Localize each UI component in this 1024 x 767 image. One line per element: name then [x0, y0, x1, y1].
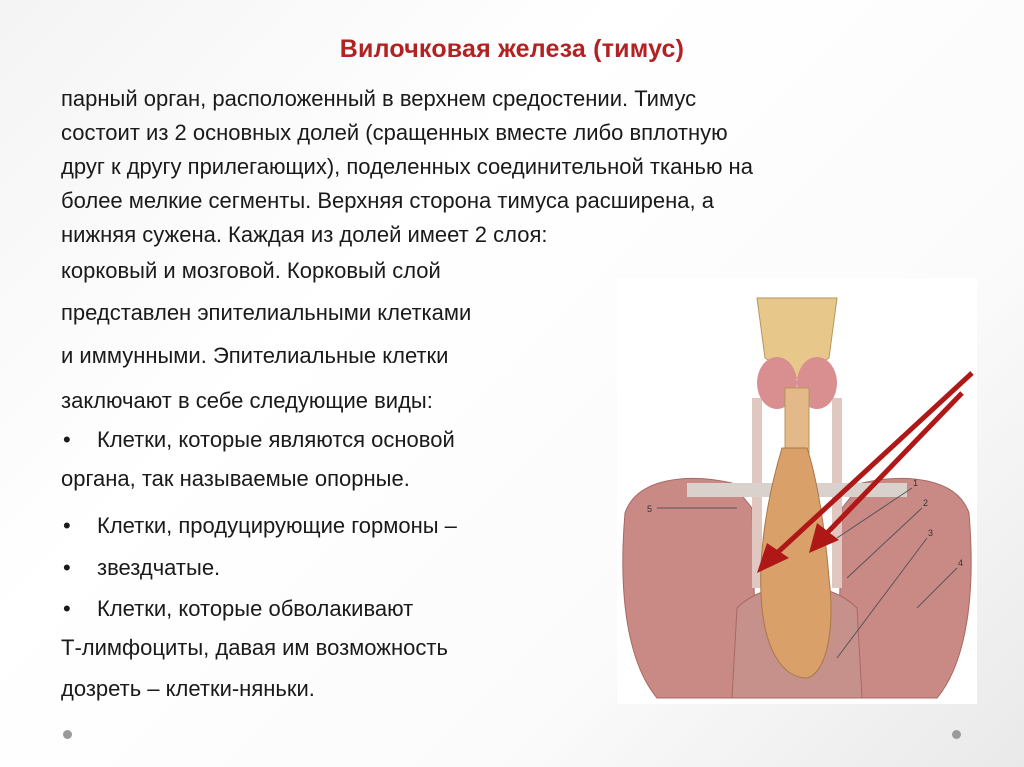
figure-label: 2	[923, 498, 929, 508]
bullet-continuation: органа, так называемые опорные.	[61, 466, 410, 491]
bullet-item: звездчатые.	[97, 555, 221, 580]
bullet-symbol: •	[63, 555, 71, 580]
bullet-item: Клетки, которые являются основой	[97, 427, 455, 452]
intro-line: более мелкие сегменты. Верхняя сторона тимуса расширена, а	[61, 188, 714, 213]
bullet-symbol: •	[63, 513, 71, 538]
body-line: корковый и мозговой. Корковый слой	[61, 258, 441, 283]
bullet-item: Клетки, которые обволакивают	[97, 596, 414, 621]
intro-line: парный орган, расположенный в верхнем средостении. Тимус	[61, 86, 697, 111]
decorative-dot	[952, 730, 961, 739]
figure-label: 1	[913, 478, 919, 488]
bullet-continuation: дозреть – клетки-няньки.	[61, 676, 315, 701]
figure-label: 5	[647, 504, 653, 514]
figure-label: 4	[958, 558, 964, 568]
intro-line: друг к другу прилегающих), поделенных соединительной тканью на	[61, 154, 753, 179]
body-line: представлен эпителиальными клетками	[61, 300, 472, 325]
intro-paragraph	[61, 82, 961, 252]
bullet-item: Клетки, продуцирующие гормоны –	[97, 513, 457, 538]
bullet-symbol: •	[63, 596, 71, 621]
body-line: и иммунными. Эпителиальные клетки	[61, 343, 449, 368]
thymus-anatomy-illustration	[617, 278, 977, 704]
slide-title: Вилочковая железа (тимус)	[339, 35, 685, 63]
bullet-symbol: •	[63, 427, 71, 452]
bullet-continuation: Т-лимфоциты, давая им возможность	[61, 635, 448, 660]
intro-line: состоит из 2 основных долей (сращенных вместе либо вплотную	[61, 120, 728, 145]
body-line: заключают в себе следующие виды:	[61, 388, 433, 413]
decorative-dot	[63, 730, 72, 739]
figure-label: 3	[928, 528, 934, 538]
intro-line: нижняя сужена. Каждая из долей имеет 2 слоя:	[61, 222, 548, 247]
